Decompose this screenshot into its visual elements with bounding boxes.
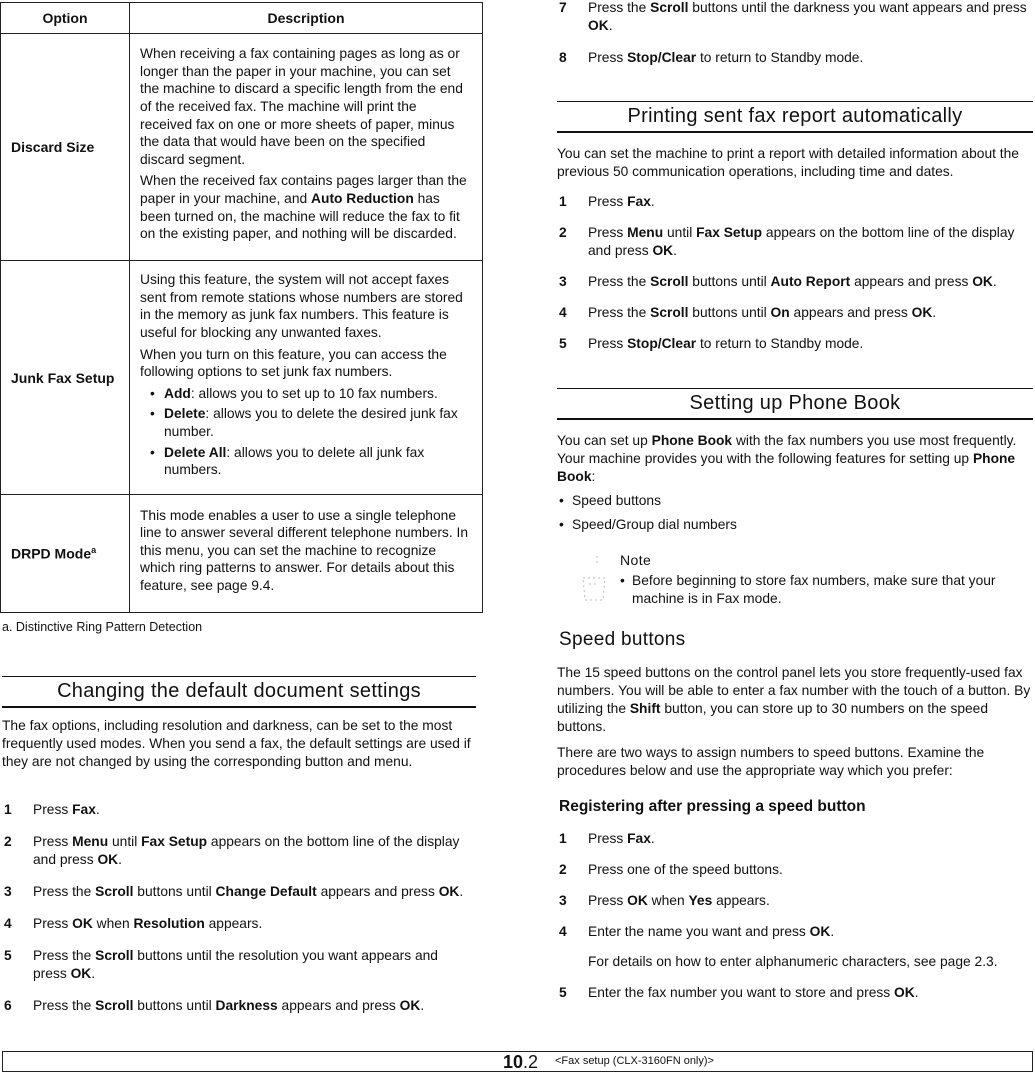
register-steps: [559, 830, 1035, 1015]
step-text: [588, 50, 863, 65]
step-item: [559, 335, 1035, 353]
step-item: [559, 49, 1035, 67]
text-run: .: [91, 966, 96, 981]
step-text: [33, 884, 463, 899]
step-number: 2: [4, 834, 12, 849]
step-item: [4, 947, 474, 983]
text-run: buttons until: [133, 998, 216, 1013]
bold-term: OK: [72, 916, 93, 931]
table-row: [1, 495, 483, 613]
bold-term: Stop/Clear: [627, 50, 697, 65]
text-run: Press: [33, 834, 73, 849]
step-text: [33, 916, 262, 931]
step-number: 7: [559, 0, 567, 15]
description-text: This mode enables a user to use a single telephone line to answer several different telephone numbers. In this menu, you can set the machine to recognize which ring patterns to answer. For details about this feature, see page 9.4.: [140, 507, 468, 593]
bold-term: Menu: [627, 225, 664, 240]
default-settings-intro: The fax options, including resolution and darkness, can be set to the most frequently used modes. When you send a fax, the default settings are used if they are not changed by using the corresponding button and menu.: [2, 718, 471, 769]
step-item: [559, 861, 1035, 879]
text-run: Press: [33, 916, 73, 931]
text-run: Press: [588, 336, 628, 351]
description-text: Using this feature, the system will not accept faxes sent from remote stations whose numbers are stored in the memory as junk fax numbers. This feature is useful for blocking any unwanted faxes.: [140, 272, 463, 341]
step-number: 5: [559, 336, 567, 351]
step-item: [4, 883, 474, 901]
text-run: .: [459, 884, 464, 899]
bold-term: Fax: [627, 194, 651, 209]
text-run: You can set up: [557, 433, 652, 448]
bold-term: Scroll: [650, 305, 689, 320]
text-run: Press one of the speed buttons.: [588, 862, 783, 877]
text-run: .: [673, 243, 677, 258]
bold-term: OK: [627, 893, 648, 908]
text-run: .: [608, 18, 613, 33]
text-run: to return to Standby mode.: [696, 336, 864, 351]
description-text: [140, 172, 472, 242]
description-text: When receiving a fax containing pages as long as or longer than the paper in your machine, you can set the machine to discard a specific length from the end of the received fax. The machine will print the received fax on one or more sheets of paper, minus the data that would have been on the specified discard segment.: [140, 46, 463, 167]
page-number: [503, 1052, 538, 1072]
text-run: .: [420, 998, 425, 1013]
step-item: [559, 923, 1035, 971]
step-text: [33, 834, 459, 867]
step-text: [588, 194, 655, 209]
bold-term: Fax: [627, 831, 651, 846]
text-run: Press: [588, 225, 628, 240]
bold-term: Auto Report: [770, 274, 851, 289]
text-run: .: [95, 802, 100, 817]
option-junk-fax-setup: Junk Fax Setup: [1, 261, 130, 495]
text-run: has been turned on, the machine will reduce the fax to fit on the existing paper, and nothing will be discarded.: [140, 190, 460, 242]
footnote-marker: a: [91, 545, 97, 556]
text-run: appears and press: [789, 305, 912, 320]
text-run: appears.: [712, 893, 770, 908]
text-run: .: [118, 852, 122, 867]
option-label: DRPD Mode: [11, 545, 92, 562]
step-note: For details on how to enter alphanumeric characters, see page 2.3.: [588, 954, 998, 969]
text-run: Press: [588, 194, 628, 209]
text-run: to return to Standby mode.: [696, 50, 864, 65]
bold-term: OK: [438, 884, 460, 899]
bold-term: Yes: [688, 893, 713, 908]
step-number: 1: [559, 831, 567, 846]
text-run: buttons until: [688, 274, 771, 289]
step-item: [559, 193, 1035, 211]
step-number: 2: [559, 862, 567, 877]
text-run: : allows you to delete the desired junk fax number.: [164, 406, 458, 439]
text-run: .: [932, 305, 937, 320]
section-heading-fax-report: Printing sent fax report automatically: [557, 101, 1033, 133]
text-run: .: [914, 985, 919, 1000]
step-item: [4, 801, 474, 819]
description-cell: [130, 34, 483, 261]
list-item: [154, 385, 472, 403]
step-text: [588, 305, 936, 320]
step-text: [588, 336, 863, 351]
text-run: Press: [33, 802, 73, 817]
text-run: Press: [588, 893, 628, 908]
bold-term: Fax Setup: [696, 225, 763, 240]
bold-term: On: [770, 305, 790, 320]
text-run: .: [650, 194, 655, 209]
fax-report-intro: You can set the machine to print a report with detailed information about the previous 50 communication operations, including time and dates.: [557, 146, 1019, 179]
table-row: [1, 34, 483, 261]
text-run: : allows you to set up to 10 fax numbers.: [190, 385, 438, 401]
text-run: .: [650, 831, 655, 846]
step-text: [588, 893, 770, 908]
option-drpd-mode: [1, 495, 130, 613]
step-text: [588, 831, 655, 846]
text-run: Press the: [33, 998, 96, 1013]
bold-term: Menu: [72, 834, 109, 849]
step-item: [4, 833, 474, 869]
page-chapter: 10: [503, 1052, 524, 1072]
step-number: 5: [559, 985, 567, 1000]
text-run: :: [591, 469, 596, 484]
step-text: [588, 274, 997, 289]
list-item: • Speed/Group dial numbers: [558, 516, 1028, 534]
bold-term: Scroll: [650, 274, 689, 289]
step-item: [559, 224, 1035, 260]
default-settings-steps: [4, 801, 474, 1029]
bold-term: OK: [70, 966, 92, 981]
step-number: 1: [4, 802, 12, 817]
bold-term: Resolution: [133, 916, 205, 931]
text-run: The 15 speed buttons on the control panel lets you store frequently-used fax numbers. You will be able to enter a fax number with the touch of a button. By utilizing the: [557, 665, 1031, 716]
step-text: [588, 985, 919, 1000]
text-run: buttons until: [133, 884, 216, 899]
note-text: • Before beginning to store fax numbers, make sure that your machine is in Fax mode.: [620, 572, 1035, 608]
text-run: when: [92, 916, 134, 931]
bold-term: Auto Reduction: [311, 190, 414, 206]
bold-term: Shift: [629, 701, 661, 716]
table-header-row: [1, 3, 483, 34]
text-run: Press the: [588, 274, 651, 289]
text-run: appears and press: [850, 274, 973, 289]
text-run: buttons until the resolution you want appears and press: [33, 948, 438, 981]
bold-term: OK: [911, 305, 933, 320]
step-item: [559, 304, 1035, 322]
footer-title: <Fax setup (CLX-3160FN only)>: [555, 1055, 714, 1067]
step-text: [33, 948, 438, 981]
text-run: button, you can store up to 30 numbers on the speed buttons.: [557, 701, 989, 734]
bold-term: OK: [972, 274, 993, 289]
list-item: [154, 405, 472, 440]
table-row: [1, 261, 483, 495]
header-option: Option: [1, 3, 130, 34]
step-text: [588, 862, 783, 877]
text-run: buttons until: [688, 305, 771, 320]
text-run: Press the: [33, 884, 96, 899]
text-run: Press the: [588, 0, 651, 15]
register-heading: Registering after pressing a speed button: [559, 798, 866, 815]
text-run: appears and press: [316, 884, 439, 899]
bold-term: Change Default: [215, 884, 317, 899]
text-run: appears on the bottom line of the display and press: [588, 225, 1015, 258]
step-number: 4: [559, 924, 567, 939]
text-run: .: [992, 274, 997, 289]
bold-term: OK: [97, 852, 119, 867]
description-text: When you turn on this feature, you can access the following options to set junk fax numbers.: [140, 346, 447, 380]
step-text: [33, 802, 100, 817]
bold-term: Fax: [72, 802, 96, 817]
text-run: : allows you to delete all junk fax numbers.: [164, 444, 425, 478]
option-discard-size: Discard Size: [1, 34, 130, 261]
text-run: appears and press: [277, 998, 400, 1013]
step-number: 8: [559, 50, 567, 65]
step-item: [4, 915, 474, 933]
text-run: with the fax numbers you use most frequently. Your machine provides you with the following features for setting up: [557, 433, 1017, 466]
step-number: 1: [559, 194, 567, 209]
junk-fax-options-list: [140, 385, 472, 479]
text-run: until: [663, 225, 697, 240]
note-title: Note: [620, 552, 652, 568]
text-run: Press the: [33, 948, 96, 963]
step-item: [559, 830, 1035, 848]
bold-term: Scroll: [95, 998, 134, 1013]
step-item: [559, 892, 1035, 910]
bold-term: OK: [652, 243, 674, 258]
bold-term: OK: [588, 18, 609, 33]
bold-term: Scroll: [650, 0, 689, 15]
phone-book-features: [558, 492, 1028, 540]
text-run: Press: [588, 50, 628, 65]
bold-term: Delete All: [164, 444, 227, 460]
bold-term: Scroll: [95, 884, 134, 899]
text-run: buttons until the darkness you want appears and press: [688, 0, 1027, 15]
text-run: appears on the bottom line of the display and press: [33, 834, 460, 867]
bold-term: Delete: [164, 406, 206, 422]
step-number: 3: [4, 884, 12, 899]
phone-book-intro: [557, 432, 1027, 486]
bold-term: Stop/Clear: [627, 336, 697, 351]
step-text: [588, 225, 1014, 258]
step-number: 4: [4, 916, 12, 931]
step-number: 4: [559, 305, 567, 320]
bold-term: OK: [894, 985, 915, 1000]
description-cell: [130, 495, 483, 613]
description-cell: [130, 261, 483, 495]
bold-term: OK: [399, 998, 421, 1013]
text-run: appears.: [204, 916, 263, 931]
step-number: 3: [559, 893, 567, 908]
bold-term: Phone Book: [651, 433, 733, 448]
options-table: [0, 2, 483, 613]
text-run: Press the: [588, 305, 651, 320]
text-run: Enter the fax number you want to store and press: [588, 985, 894, 1000]
text-run: Press: [588, 831, 628, 846]
bold-term: Fax Setup: [141, 834, 208, 849]
text-run: Enter the name you want and press: [588, 924, 810, 939]
fax-report-steps: [559, 193, 1035, 366]
header-description: Description: [130, 3, 483, 34]
text-run: when: [647, 893, 689, 908]
section-heading-phone-book: Setting up Phone Book: [557, 388, 1033, 420]
bold-term: OK: [809, 924, 831, 939]
bold-term: Add: [164, 385, 191, 401]
default-settings-steps-continued: [559, 0, 1035, 81]
bold-term: Phone Book: [557, 451, 1016, 484]
text-run: When the received fax contains pages larger than the paper in your machine, and: [140, 173, 467, 206]
note-box: [575, 552, 1033, 612]
bold-term: Darkness: [215, 998, 278, 1013]
step-number: 6: [4, 998, 12, 1013]
step-text: [33, 998, 424, 1013]
list-item: [154, 444, 472, 479]
step-number: 2: [559, 225, 567, 240]
bold-term: Scroll: [95, 948, 134, 963]
step-item: [559, 273, 1035, 291]
step-number: 5: [4, 948, 12, 963]
step-item: [559, 984, 1035, 1002]
footnote: a. Distinctive Ring Pattern Detection: [2, 620, 203, 634]
page-sub: .2: [523, 1052, 539, 1072]
step-text: [588, 0, 1027, 33]
step-text: [588, 924, 834, 939]
step-item: [4, 997, 474, 1015]
section-heading-default-settings: Changing the default document settings: [2, 676, 476, 708]
step-number: 3: [559, 274, 567, 289]
speed-buttons-heading: Speed buttons: [559, 629, 686, 650]
note-icon: [575, 552, 615, 606]
list-item: • Speed buttons: [558, 492, 1028, 510]
speed-buttons-ways: There are two ways to assign numbers to speed buttons. Examine the procedures below and use the appropriate way which you prefer:: [557, 745, 985, 778]
text-run: until: [108, 834, 142, 849]
step-item: [559, 0, 1035, 35]
page-footer: [2, 1051, 1033, 1072]
speed-buttons-description: [557, 664, 1035, 736]
text-run: .: [830, 924, 835, 939]
